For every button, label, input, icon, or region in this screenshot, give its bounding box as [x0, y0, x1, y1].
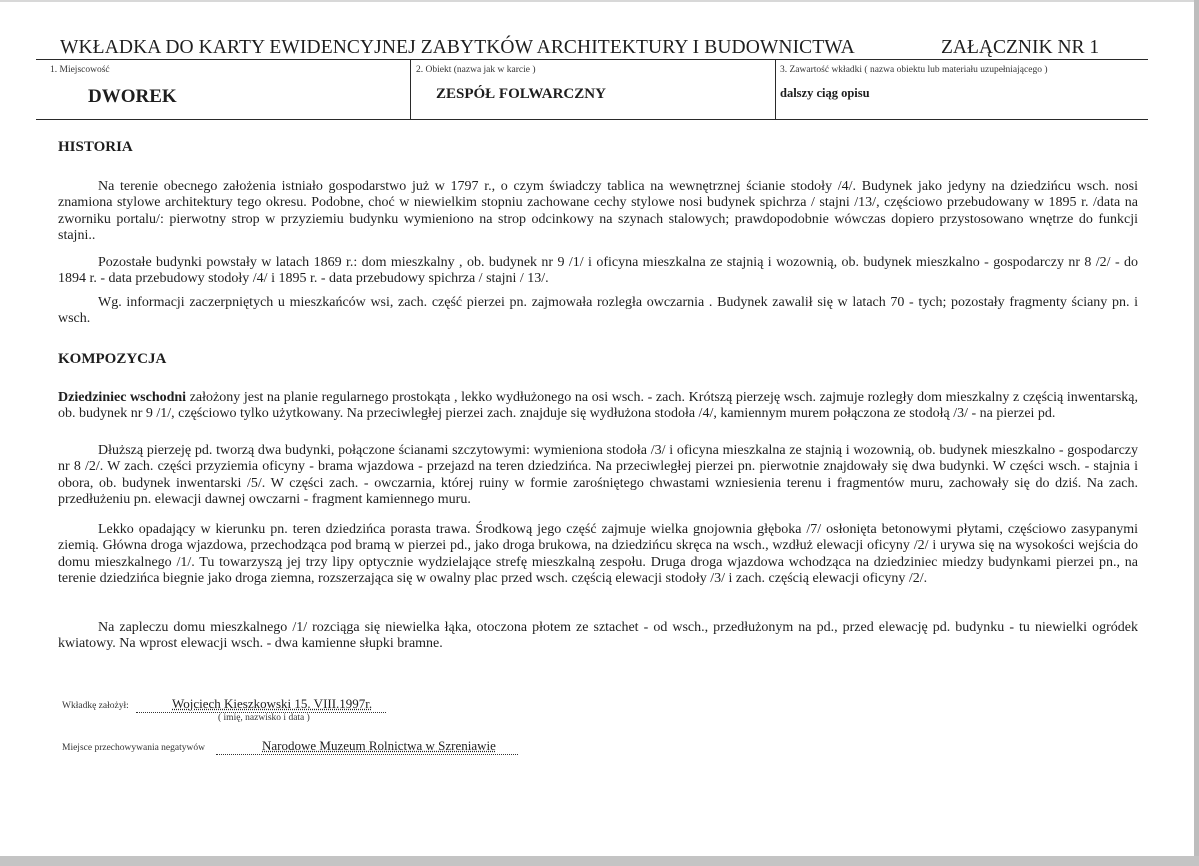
- kompozycja-paragraph-1: Dziedziniec wschodni założony jest na planie regularnego prostokąta , lekko wydłużonego na osi wsch. - zach. Krótszą pierzeję wsch. zajmuje rozległy dom mieszkalny z częścią inwentarską, ob. budynek nr 9 /1/, częściowo tylko użytkowany. Na przeciwległej pierzei zach. znajduje się wydłużona stodoła /4/, kamiennym murem połączona ze stodołą /3/ - na pierzei pd.: [58, 390, 1138, 422]
- storage-dotted-line: [216, 754, 518, 755]
- field-value-content: dalszy ciąg opisu: [780, 86, 870, 100]
- header-bottom-rule: [36, 119, 1148, 120]
- historia-paragraph-1: Na terenie obecnego założenia istniało gospodarstwo już w 1797 r., o czym świadczy tablica na wewnętrznej ścianie stodoły /4/. Budynek jako jedyny na dziedzińcu wsch. nosi znamiona stylowe architektury tego okresu. Podobne, choć w niewielkim stopniu zachowane cechy stylowe nosi budynek spichrza / stajni /13/, częściowo przebudowany w 1895 r. /data na zworniku portalu/: pierwotny strop w przyziemiu budynku wymieniono na strop odcinkowy na szynach stalowych; prawdopodobnie wówczas dopiero przystosowano wnętrze do funkcji stajni..: [58, 179, 1138, 244]
- field-value-object: ZESPÓŁ FOLWARCZNY: [436, 86, 606, 102]
- courtyard-lead: Dziedziniec wschodni: [58, 390, 187, 405]
- annex-number: ZAŁĄCZNIK NR 1: [941, 37, 1100, 58]
- header-top-rule: [36, 59, 1148, 60]
- form-title: WKŁADKA DO KARTY EWIDENCYJNEJ ZABYTKÓW ARCHITEKTURY I BUDOWNICTWA: [60, 37, 855, 58]
- section-heading-historia: HISTORIA: [58, 139, 133, 155]
- scan-border-top: [0, 0, 1199, 2]
- field-label-object: 2. Obiekt (nazwa jak w karcie ): [416, 65, 536, 75]
- author-value: Wojciech Kieszkowski 15. VIII.1997r.: [172, 696, 373, 711]
- field-divider-1: [410, 59, 411, 120]
- author-note: ( imię, nazwisko i data ): [218, 713, 310, 723]
- storage-label: Miejsce przechowywania negatywów: [62, 743, 205, 753]
- historia-paragraph-2: Pozostałe budynki powstały w latach 1869 r.: dom mieszkalny , ob. budynek nr 9 /1/ i oficyna mieszkalna ze stajnią i wozownią, ob. budynek mieszkalno - gospodarczy nr 8 /2/ - do 1894 r. - data przebudowy stodoły /4/ i 1895 r. - data przebudowy spichrza / stajni / 13/.: [58, 255, 1138, 287]
- historia-paragraph-3: Wg. informacji zaczerpniętych u mieszkańców wsi, zach. część pierzei pn. zajmowała rozległa owczarnia . Budynek zawalił się w latach 70 - tych; pozostały fragmenty ściany pn. i wsch.: [58, 295, 1138, 327]
- field-label-locality: 1. Miejscowość: [50, 65, 110, 75]
- section-heading-kompozycja: KOMPOZYCJA: [58, 351, 167, 367]
- field-label-content: 3. Zawartość wkładki ( nazwa obiektu lub materiału uzupełniającego ): [780, 65, 1048, 75]
- kompozycja-paragraph-2: Dłuższą pierzeję pd. tworzą dwa budynki, połączone ścianami szczytowymi: wymieniona stodoła /3/ i oficyna mieszkalna ze stajnią i wozownią, ob. budynek mieszkalno - gospodarczy nr 8 /2/. W zach. części przyziemia oficyny - brama wjazdowa - przejazd na teren dziedzińca. Na przeciwległej pierzei pn. pierwotnie znajdowały się dwa budynki. W części wsch. - stajnia i obora, ob. budynek inwentarski /5/. W części zach. - owczarnia, której ruiny w formie zarośniętego chwastami wzniesienia terenu i fragmentów muru, zachowały się do dziś. Na zach. przedłużeniu pn. elewacji dawnej owczarni - fragment kamiennego muru.: [58, 443, 1138, 508]
- kompozycja-paragraph-4: Na zapleczu domu mieszkalnego /1/ rozciąga się niewielka łąka, otoczona płotem ze sztachet - od wsch., przedłużonym na pd., przed elewację pd. budynku - tu niewielki ogródek kwiatowy. Na wprost elewacji wsch. - dwa kamienne słupki bramne.: [58, 620, 1138, 652]
- field-divider-2: [775, 59, 776, 120]
- storage-value: Narodowe Muzeum Rolnictwa w Szreniawie: [262, 738, 496, 753]
- field-value-locality: DWOREK: [88, 86, 177, 107]
- author-label: Wkładkę założył:: [62, 701, 129, 711]
- scan-border-bottom: [0, 856, 1199, 866]
- kompozycja-paragraph-3: Lekko opadający w kierunku pn. teren dziedzińca porasta trawa. Środkową jego część zajmuje wielka gnojownia głęboka /7/ osłonięta betonowymi płytami, częściowo zasypanymi ziemią. Główna droga wjazdowa, przechodząca pod bramą w pierzei pd., jako droga brukowa, na dziedzińcu skręca na wsch., wzdłuż elewacji oficyny /2/ i urywa się na wysokości wejścia do domu mieszkalnego /1/. Tu towarzyszą jej trzy lipy optycznie wydzielające strefę mieszkalną zespołu. Druga droga wjazdowa wchodząca na dziedziniec miedzy budynkami pierzei pn., na terenie dziedzińca biegnie jako droga ziemna, rozszerzająca się w owalny plac przed wsch. częścią elewacji stodoły /3/ i zach. częścią elewacji oficyny /2/.: [58, 522, 1138, 587]
- scan-border-right: [1194, 0, 1199, 866]
